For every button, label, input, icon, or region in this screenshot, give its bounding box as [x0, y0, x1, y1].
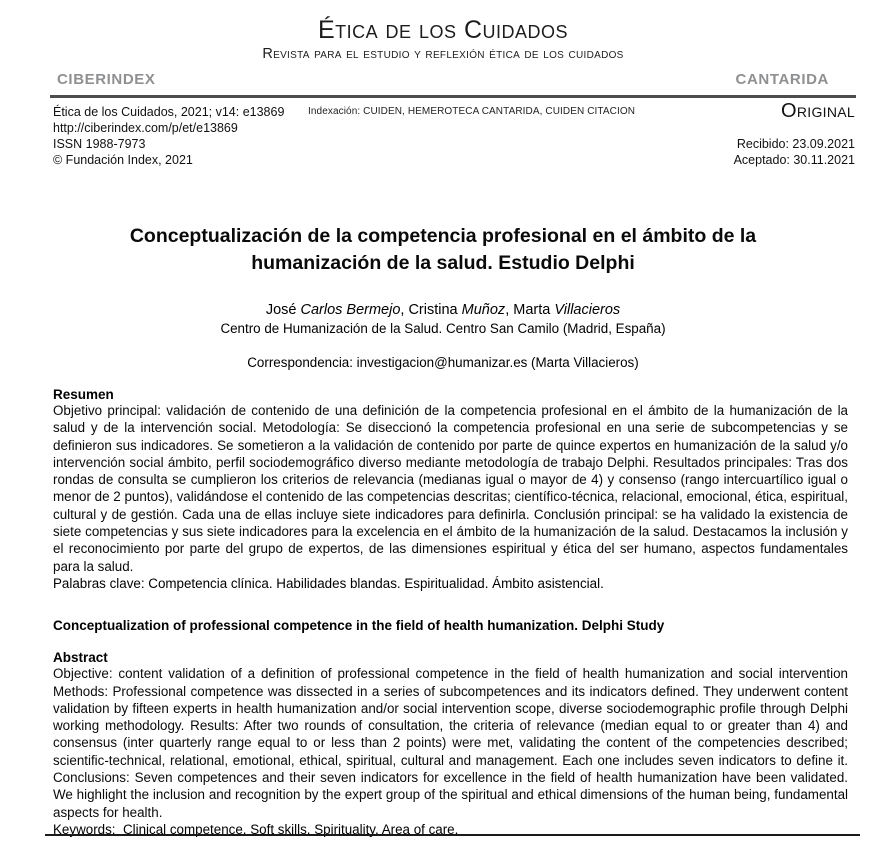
received-date: Recibido: 23.09.2021: [736, 137, 855, 151]
article-title-es: Conceptualización de la competencia profesional en el ámbito de la humanización de la salud. Estudio Delphi: [129, 225, 757, 274]
citation-block: [53, 104, 284, 168]
article-type-label: Original: [781, 100, 855, 122]
indexing-note: Indexación: CUIDEN, HEMEROTECA CANTARIDA, CUIDEN CITACION: [308, 106, 636, 117]
journal-masthead: [0, 16, 886, 194]
article-body: [0, 223, 886, 838]
article-type-block: [734, 100, 855, 168]
document-page: [0, 16, 886, 855]
author-name: , Cristina: [400, 302, 462, 318]
issn-line: ISSN 1988-7973: [53, 137, 146, 151]
article-title-en: Conceptualization of professional competence in the field of health humanization. Delphi Study: [53, 618, 665, 634]
keywords-en-line: Keywords: Clinical competence. Soft skills. Spirituality. Area of care.: [53, 821, 459, 837]
abstract-heading: Abstract: [53, 650, 108, 666]
affiliation-line: Centro de Humanización de la Salud. Centro San Camilo (Madrid, España): [220, 321, 666, 336]
accepted-date: Aceptado: 30.11.2021: [733, 153, 855, 167]
brand-ciberindex: CIBERINDEX: [57, 71, 156, 88]
author-name: José: [265, 302, 301, 318]
correspondence-line: Correspondencia: investigacion@humanizar.es (Marta Villacieros): [247, 355, 639, 370]
author-name: , Marta: [505, 302, 555, 318]
journal-subtitle: Revista para el estudio y reflexión ética de los cuidados: [262, 46, 624, 62]
article-url[interactable]: http://ciberindex.com/p/et/e13869: [53, 121, 238, 135]
author-surname: Carlos Bermejo: [300, 302, 401, 318]
masthead-meta: [0, 98, 886, 194]
author-surname: Muñoz: [461, 302, 506, 318]
keywords-es-line: Palabras clave: Competencia clínica. Habilidades blandas. Espiritualidad. Ámbito asistencial.: [53, 575, 604, 591]
footer-rule: [45, 834, 860, 836]
author-surname: Villacieros: [554, 302, 621, 318]
resumen-heading: Resumen: [53, 387, 114, 402]
copyright-line: © Fundación Index, 2021: [53, 153, 193, 167]
journal-title: Ética de los Cuidados: [317, 16, 569, 44]
citation-line: Ética de los Cuidados, 2021; v14: e13869: [53, 105, 285, 119]
authors-line: [0, 302, 886, 318]
resumen-paragraph: Objetivo principal: validación de contenido de una definición de la competencia profesional en el ámbito de la humanización de la salud y de la intervención social. Metodología: Se diseccionó la competencia profesional en una serie de subcompetencias y se definieron sus indicadores. Se sometieron a la validación de contenido por parte de quince expertos en humanización de la salud y/o intervención social ámbito, perfil sociodemográfico diverso mediante metodología de trabajo Delphi. Resultados principales: Tras dos rondas de consulta se cumplieron los criterios de relevancia (medianas igual o mayor de 4) y consenso (rango intercuartílico igual o menor de 2 puntos), validándose el contenido de las competencias descritas; científico-técnica, relacional, emocional, ética, espiritual, cultural y de gestión. Cada una de ellas incluye siete indicadores para definirla. Conclusión principal: se ha validado la existencia de siete competencias y sus siete indicadores para la excelencia en el ámbito de la humanización de la salud. Destacamos la inclusión y el reconocimiento por parte del grupo de expertos, de las dimensiones espiritual y ética del ser humano, aspectos fundamentales para la salud.: [53, 403, 848, 574]
brand-cantarida: CANTARIDA: [735, 71, 829, 88]
abstract-paragraph: Objective: content validation of a definition of professional competence in the field of health humanization and social intervention Methods: Professional competence was dissected in a series of subcompetences and its indicators defined. They underwent content validation by fifteen experts in health humanization and/or social intervention scope, diverse sociodemographic profile through Delphi working methodology. Results: After two rounds of consultation, the criteria of relevance (median equal to or greater than 4) and consensus (inter quarterly range equal to or less than 2 points) were met, validating the content of the competencies described; scientific-technical, relational, emotional, ethical, spiritual, cultural and management. Each one includes seven indicators to define it. Conclusions: Seven competences and their seven indicators for excellence in the field of health humanization have been validated. We highlight the inclusion and recognition by the expert group of the spiritual and ethical dimensions of the human being, fundamental aspects for health.: [53, 666, 848, 820]
brand-row: [57, 71, 829, 88]
abstracts-section: [0, 387, 886, 838]
